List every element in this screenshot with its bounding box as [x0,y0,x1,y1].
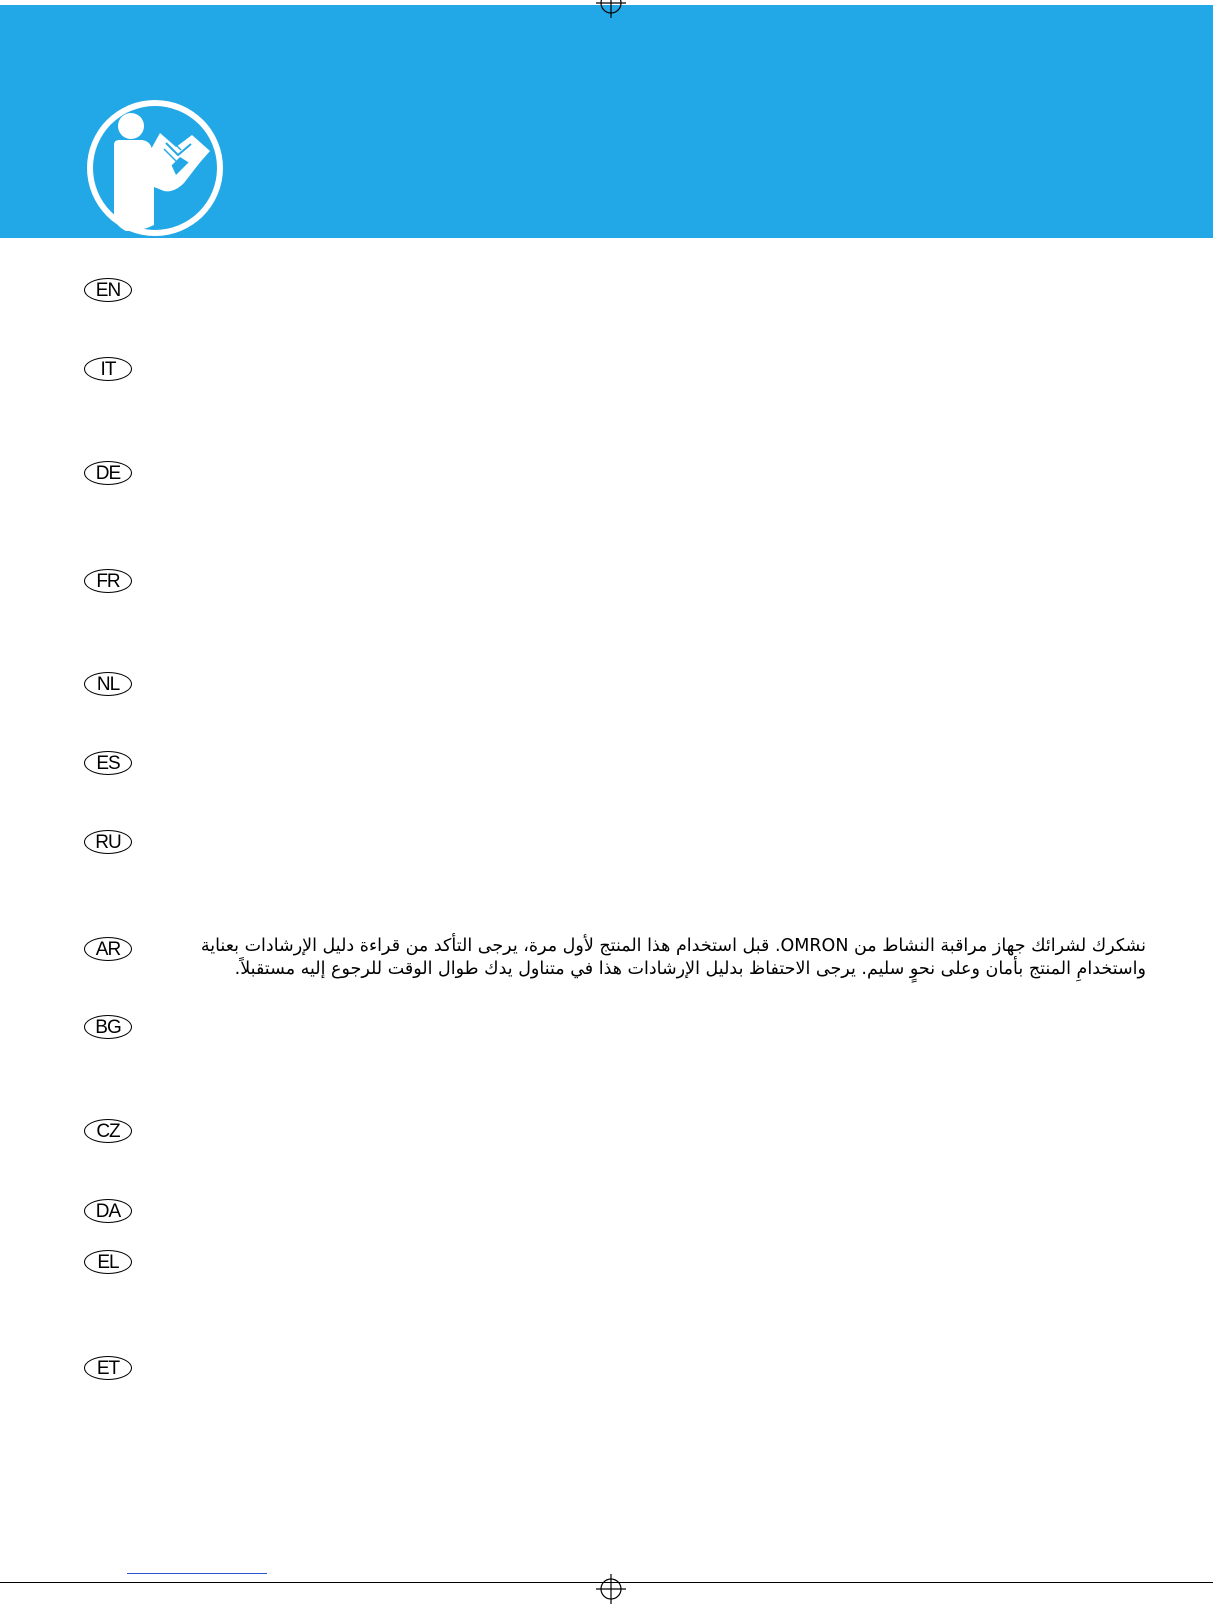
arabic-intro-text: نشكرك لشرائك جهاز مراقبة النشاط من OMRON. قبل استخدام هذا المنتج لأول مرة، يرجى التأكد من قراءة دليل الإرشادات بعناية واستخدامِ المنتج بأمان وعلى نحوٍ سليم. يرجى الاحتفاظ بدليل الإرشادات هذا في متناول يدك طوال الوقت للرجوع إليه مستقبلاً. [200,936,1146,979]
language-badge-bg: BG [84,1015,132,1039]
language-badge-de: DE [84,461,132,485]
language-badge-it: IT [84,357,132,381]
registration-mark-icon [596,0,626,18]
language-badge-ru: RU [84,830,132,854]
language-badge-cz: CZ [84,1119,132,1143]
language-badge-es: ES [84,751,132,775]
language-badge-da: DA [84,1199,132,1223]
language-badge-nl: NL [84,672,132,696]
language-badge-fr: FR [84,569,132,593]
registration-mark-icon [596,1574,626,1604]
language-badge-en: EN [84,278,132,302]
language-badge-el: EL [84,1250,132,1274]
language-badge-ar: AR [84,937,132,961]
read-manual-icon [84,97,226,239]
footer-link-underline [127,1573,267,1574]
language-badge-et: ET [84,1356,132,1380]
